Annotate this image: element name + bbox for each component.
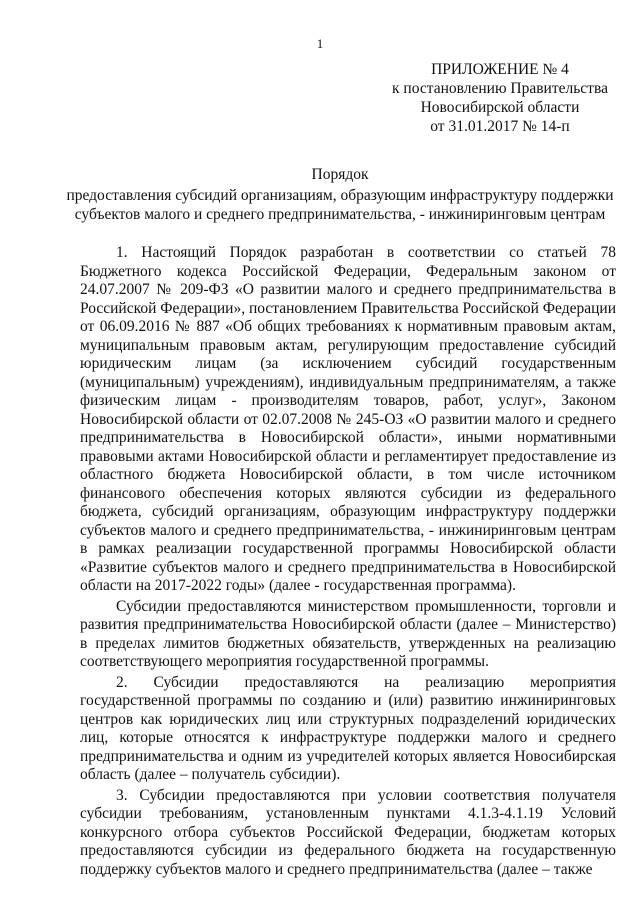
appendix-region: Новосибирской области [420, 99, 580, 116]
paragraph-2: Субсидии предоставляются министерством промышленности, торговли и развития предпринимательства Новосибирской области (далее – Министерство) в пределах лимитов бюджетных обязательств, утвержденных на реализацию соответствующего мероприятия государственной программы. [80, 597, 616, 670]
document-title [60, 165, 620, 224]
appendix-reference: к постановлению Правительства [392, 80, 608, 97]
appendix-date-number: от 31.01.2017 № 14-п [430, 118, 570, 135]
title-subheading: предоставления субсидий организациям, образующим инфраструктуру поддержки субъектов малого и среднего предпринимательства, - инжиниринговым центрам [66, 187, 614, 223]
title-heading: Порядок [311, 166, 369, 183]
document-body [80, 244, 616, 879]
paragraph-4: 3. Субсидии предоставляются при условии соответствия получателя субсидии требованиям, установленным пунктами 4.1.3-4.1.19 Условий конкурсного отбора субъектов Российской Федерации, бюджетам которых предоставляются субсидии из федерального бюджета на государственную поддержку субъектов малого и среднего предпринимательства (далее – также [80, 786, 616, 878]
appendix-block [380, 60, 620, 136]
page-number: 1 [316, 36, 324, 51]
paragraph-1: 1. Настоящий Порядок разработан в соответствии со статьей 78 Бюджетного кодекса Российской Федерации, Федеральным законом от 24.07.2007 № 209-ФЗ «О развитии малого и среднего предпринимательства в Российской Федерации», постановлением Правительства Российской Федерации от 06.09.2016 № 887 «Об общих требованиях к нормативным правовым актам, муниципальным правовым актам, регулирующим предоставление субсидий юридическим лицам (за исключением субсидий государственным (муниципальным) учреждениям), индивидуальным предпринимателям, а также физическим лицам - производителям товаров, работ, услуг», Законом Новосибирской области от 02.07.2008 № 245-ОЗ «О развитии малого и среднего предпринимательства в Новосибирской области», иными нормативными правовыми актами Новосибирской области и регламентирует предоставление из областного бюджета Новосибирской области, в том числе источником финансового обеспечения которых являются субсидии из федерального бюджета, субсидий организациям, образующим инфраструктуру поддержки субъектов малого и среднего предпринимательства, - инжиниринговым центрам в рамках реализации государственной программы Новосибирской области «Развитие субъектов малого и среднего предпринимательства в Новосибирской области на 2017-2022 годы» (далее - государственная программа). [80, 244, 616, 594]
paragraph-3: 2. Субсидии предоставляются на реализацию мероприятия государственной программы по созданию и (или) развитию инжиниринговых центров как юридических лиц или структурных подразделений юридических лиц, которые относятся к инфраструктуре поддержки малого и среднего предпринимательства и одним из учредителей которых является Новосибирская область (далее – получатель субсидии). [80, 673, 616, 783]
appendix-heading: ПРИЛОЖЕНИЕ № 4 [431, 61, 569, 78]
